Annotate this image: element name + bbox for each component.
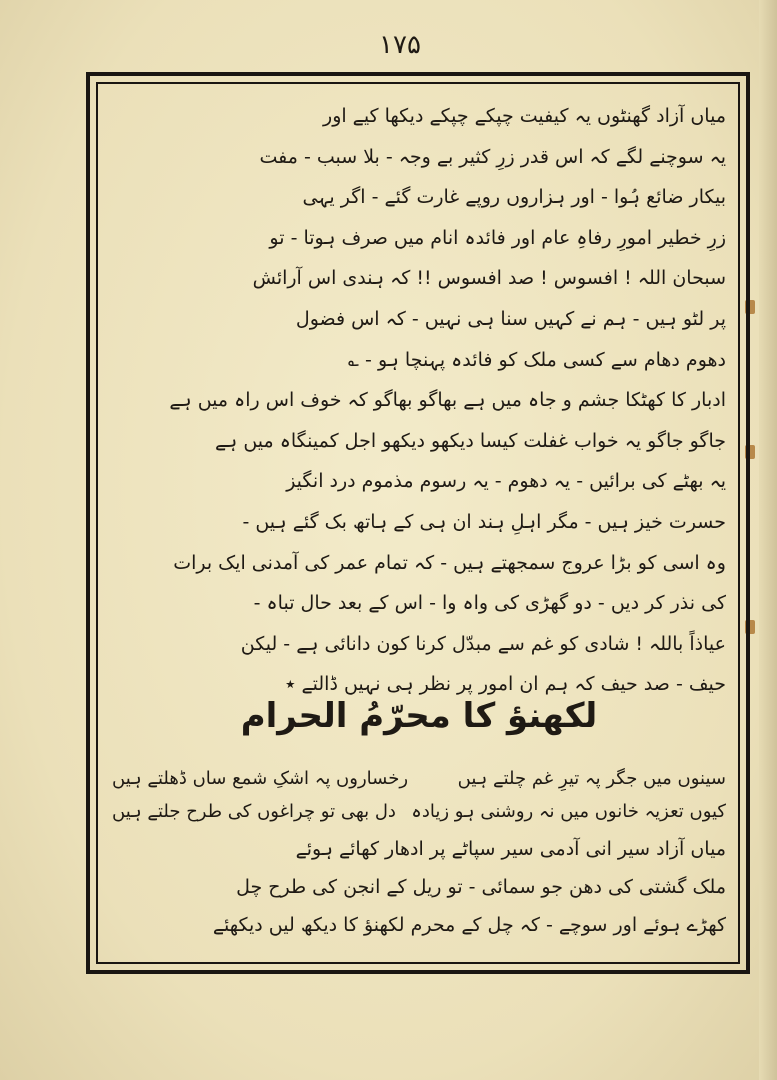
text-line: ادبار کا کھٹکا جشم و جاہ میں ہے بھاگو بھاگو کہ خوف اس راہ میں ہے [169,389,726,412]
page-number: ۱۷۵ [379,30,421,60]
verse-line [112,795,726,828]
main-paragraph [112,96,726,705]
verse-hemistich-right: کیوں تعزیہ خانوں میں نہ روشنی ہو زیادہ [411,801,726,822]
verse-line [112,762,726,795]
text-line: حسرت خیز ہیں - مگر اہلِ ہند ان ہی کے ہاتھ بک گئے ہیں - [242,510,726,533]
verse-hemistich-left: رخساروں پہ اشکِ شمع ساں ڈھلتے ہیں [112,768,409,789]
text-line: پر لٹو ہیں - ہم نے کہیں سنا ہی نہیں - کہ اس فضول [295,307,726,330]
text-line: یہ بھٹے کی برائیں - یہ دھوم - یہ رسوم مذموم درد انگیز [286,470,726,493]
text-line: ملک گشتی کی دھن جو سمائی - تو ریل کے انجن کی طرح چل [236,876,726,898]
text-line: میاں آزاد گھنٹوں یہ کیفیت چپکے چپکے دیکھا کیے اور [323,105,726,127]
verse-hemistich-left: دل بھی تو چراغوں کی طرح جلتے ہیں [112,801,396,822]
page-edge-shadow [759,0,777,1080]
text-line: سبحان اللہ ! افسوس ! صد افسوس !! کہ ہندی اس آرائش [252,267,726,290]
text-line: میاں آزاد سیر انی آدمی سیر سپاٹے پر ادھار کھائے ہوئے [295,838,726,860]
verse-couplet [112,762,726,828]
text-line: یہ سوچنے لگے کہ اس قدر زرِ کثیر بے وجہ - بلا سبب - مفت [259,145,726,168]
text-line: جاگو جاگو یہ خواب غفلت کیسا دیکھو دیکھو اجل کمینگاہ میں ہے [215,429,726,452]
text-line: عیاذاً باللہ ! شادی کو غم سے مبدّل کرنا کون دانائی ہے - لیکن [240,632,726,655]
section-heading: لکھنؤ کا محرّمُ الحرام [240,696,598,736]
text-line: کی نذر کر دیں - دو گھڑی کی واہ وا - اس کے بعد حال تباہ - [253,592,726,615]
text-line: کھڑے ہوئے اور سوچے - کہ چل کے محرم لکھنؤ کا دیکھ لیں دیکھئے [212,914,726,936]
text-line: وہ اسی کو بڑا عروج سمجھتے ہیں - کہ تمام عمر کی آمدنی ایک برات [173,551,726,574]
verse-hemistich-right: سینوں میں جگر پہ تیرِ غم چلتے ہیں [457,768,726,789]
text-line: زرِ خطیر امورِ رفاہِ عام اور فائدہ انام میں صرف ہوتا - تو [269,226,726,249]
text-line: بیکار ضائع ہُوا - اور ہزاروں روپے غارت گئے - اگر یہی [302,186,726,209]
text-line: دھوم دھام سے کسی ملک کو فائدہ پہنچا ہو - ؎ [347,348,726,371]
closing-paragraph [112,830,726,944]
text-line: حیف - صد حیف کہ ہم ان امور پر نظر ہی نہیں ڈالتے ٭ [285,673,726,696]
